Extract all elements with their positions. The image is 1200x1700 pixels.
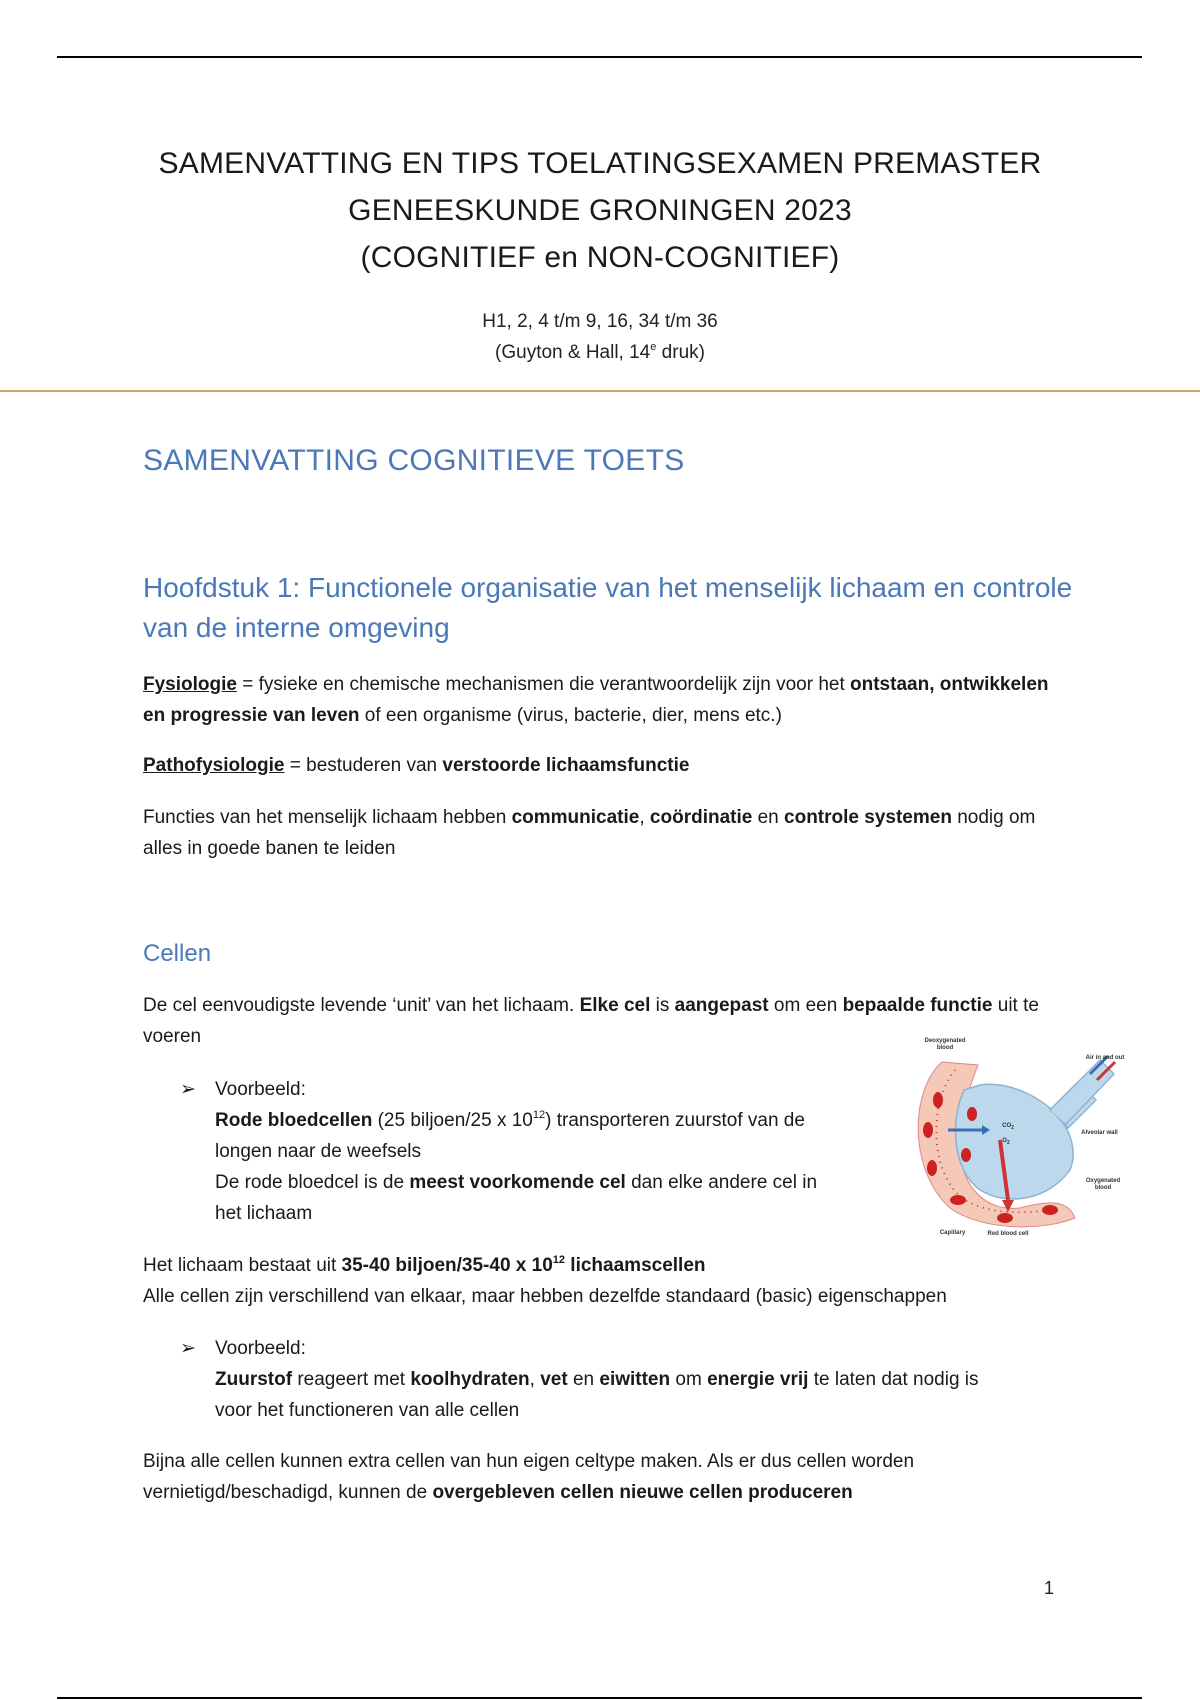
title-line-1: SAMENVATTING EN TIPS TOELATINGSEXAMEN PREMASTER — [158, 147, 1042, 180]
functies-paragraph: Functies van het menselijk lichaam hebben communicatie, coördinatie en controle systemen nodig om alles in goede banen te leiden — [143, 807, 1036, 859]
bullet-1-content: Voorbeeld: Rode bloedcellen (25 biljoen/25 x $10^{12}$) transporteren zuurstof van de longen naar de weefsels De rode bloedcel is de meest voorkomende cel dan elke andere cel in het lichaam — [215, 1079, 818, 1224]
label-oxygenated-blood: Oxygenated blood — [1085, 1178, 1121, 1191]
label-air-in-out: Air in and out — [1085, 1055, 1125, 1061]
chapter-heading: Hoofdstuk 1: Functionele organisatie van het menselijk lichaam en controle van de interne omgeving — [143, 572, 1073, 643]
page-number: 1 — [1044, 1578, 1055, 1598]
label-deoxygenated-blood: Deoxygenated blood — [924, 1038, 966, 1051]
source-reference: (Guyton & Hall, 14e druk) — [495, 340, 705, 363]
pathofysiologie-paragraph: Pathofysiologie = bestuderen van verstoorde lichaamsfunctie — [143, 755, 690, 776]
title-line-2: GENEESKUNDE GRONINGEN 2023 — [348, 194, 852, 227]
title-block — [0, 140, 1200, 368]
label-o2: $O_2$ — [1002, 1138, 1010, 1147]
label-co2: $CO_2$ — [1002, 1123, 1014, 1132]
title-line-3: (COGNITIEF en NON-COGNITIEF) — [360, 241, 840, 274]
cel-paragraph: De cel eenvoudigste levende ‘unit’ van het lichaam. Elke cel is aangepast om een bepaalde functie uit te voeren — [143, 995, 1039, 1047]
arrow-bullet-icon: ➢ — [180, 1079, 196, 1100]
label-capillary: Capillary — [939, 1230, 966, 1236]
bullet-2-content: Voorbeeld: Zuurstof reageert met koolhydraten, vet en eiwitten om energie vrij te laten dat nodig is voor het functioneren van alle cellen — [215, 1338, 979, 1421]
label-red-blood-cell: Red blood cell — [987, 1231, 1029, 1237]
section-heading-cellen: Cellen — [143, 940, 212, 967]
fysiologie-paragraph: Fysiologie = fysieke en chemische mechanismen die verantwoordelijk zijn voor het ontstaan, ontwikkelen en progressie van leven of een organisme (virus, bacterie, dier, mens etc.) — [143, 674, 1049, 726]
label-alveolar-wall: Alveolar wall — [1081, 1130, 1118, 1136]
main-heading: SAMENVATTING COGNITIEVE TOETS — [143, 444, 685, 477]
chapters-covered: H1, 2, 4 t/m 9, 16, 34 t/m 36 — [482, 311, 718, 332]
subtitle — [0, 306, 1200, 368]
alveolus-capillary-figure — [900, 1030, 1130, 1245]
top-rule — [57, 56, 1142, 58]
bijna-paragraph: Bijna alle cellen kunnen extra cellen van hun eigen celtype maken. Als er dus cellen worden vernietigd/beschadigd, kunnen de overgebleven cellen nieuwe cellen produceren — [143, 1451, 915, 1503]
alveolus-illustration — [900, 1030, 1130, 1245]
arrow-bullet-icon: ➢ — [180, 1338, 196, 1359]
lichaam-paragraph: Het lichaam bestaat uit 35-40 biljoen/35-40 x $10^{12}$ lichaamscellen Alle cellen zijn verschillend van elkaar, maar hebben dezelfde standaard (basic) eigenschappen — [143, 1253, 947, 1307]
orange-divider — [0, 390, 1200, 392]
bottom-rule — [57, 1697, 1142, 1699]
